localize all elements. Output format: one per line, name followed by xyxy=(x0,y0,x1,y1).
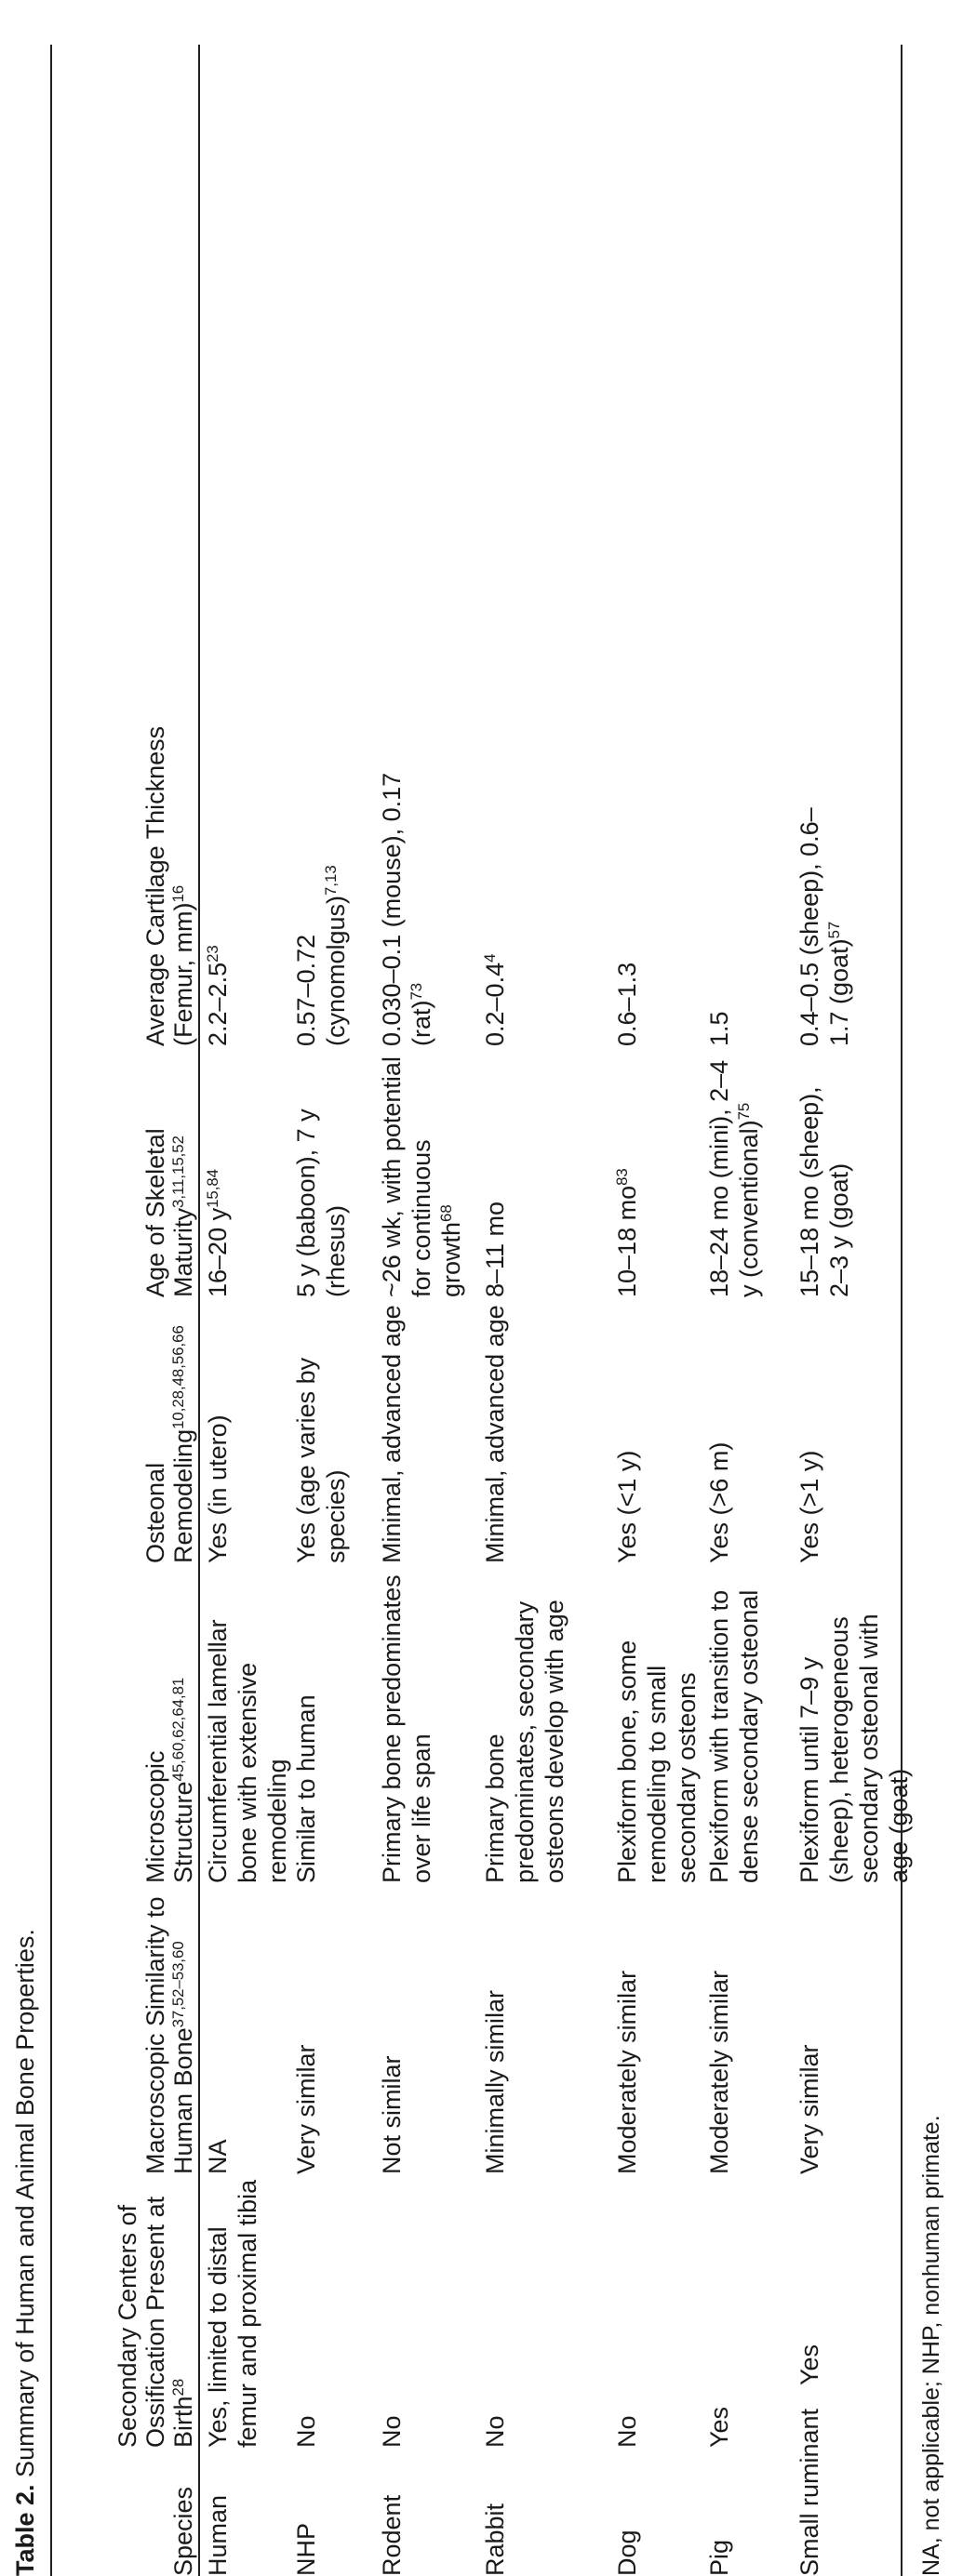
cell-remodeling: Yes (<1 y) xyxy=(613,1450,641,1563)
header-microscopic: Microscopic Structure$^{45,60,62,64,81}$ xyxy=(141,1677,197,1883)
cell-cartilage: 0.4–0.5 (sheep), 0.6–1.7 (goat)$^{57}$ xyxy=(796,807,853,1046)
cell-remodeling: Yes (>1 y) xyxy=(796,1450,823,1563)
cell-remodeling: Yes (in utero) xyxy=(204,1414,232,1563)
cell-ossification: No xyxy=(292,2415,320,2448)
cell-macroscopic: Minimally similar xyxy=(481,1989,509,2174)
cell-remodeling: Minimal, advanced age xyxy=(378,1305,406,1563)
cell-remodeling: Yes (age varies by species) xyxy=(292,1357,350,1563)
cell-macroscopic: Moderately similar xyxy=(613,1970,641,2174)
cell-species: Dog xyxy=(613,2530,641,2576)
bottom-rule xyxy=(901,45,902,2576)
cell-macroscopic: Moderately similar xyxy=(705,1970,733,2174)
header-species: Species xyxy=(169,2486,197,2576)
cell-microscopic: Plexiform with transition to dense secondary osteonal xyxy=(705,1589,763,1883)
cell-remodeling: Yes (>6 m) xyxy=(705,1441,733,1563)
table-footnote: NA, not applicable; NHP, nonhuman primate. xyxy=(918,2115,944,2576)
cell-maturity: 8–11 mo xyxy=(481,1201,509,1297)
cell-ossification: No xyxy=(613,2415,641,2448)
cell-cartilage: 0.57–0.72 (cynomolgus)$^{7,13}$ xyxy=(292,865,350,1046)
cell-species: NHP xyxy=(292,2522,320,2576)
cell-cartilage: $0.2-0.4^4$ xyxy=(480,953,509,1046)
cell-ossification: No xyxy=(378,2415,406,2448)
cell-ossification: No xyxy=(481,2415,509,2448)
header-maturity: Age of Skeletal Maturity$^{3,11,15,52}$ xyxy=(141,1128,197,1297)
cell-microscopic: Similar to human xyxy=(292,1694,320,1883)
cell-ossification: Yes xyxy=(705,2406,733,2448)
cell-cartilage: $2.2-2.5^{23}$ xyxy=(203,945,232,1046)
cell-ossification: Yes, limited to distal femur and proximal tibia xyxy=(204,2179,261,2448)
cell-maturity: 10–18 $mo^{83}$ xyxy=(612,1168,641,1297)
header-ossification: Secondary Centers of Ossification Present at Birth$^{28}$ xyxy=(114,2196,197,2448)
cell-microscopic: Circumferential lamellar bone with extensive remodeling xyxy=(204,1619,291,1883)
cell-species: Rodent xyxy=(378,2494,406,2576)
cell-microscopic: Plexiform until 7–9 y (sheep), heterogeneous secondary osteonal with age (goat) xyxy=(796,1613,913,1883)
cell-ossification: Yes xyxy=(796,2344,823,2385)
cell-maturity: 15–18 mo (sheep), 2–3 y (goat) xyxy=(796,1086,853,1297)
header-macroscopic: Macroscopic Similarity to Human Bone$^{37,52-53,60}$ xyxy=(141,1896,197,2174)
cell-maturity: 5 y (baboon), 7 y (rhesus) xyxy=(292,1109,350,1297)
cell-species: Rabbit xyxy=(481,2503,509,2576)
table-label: Table 2. xyxy=(11,2484,39,2576)
cell-species: Small ruminant xyxy=(796,2408,823,2576)
cell-macroscopic: NA xyxy=(204,2139,232,2174)
cell-macroscopic: Very similar xyxy=(796,2044,823,2174)
header-cartilage: Average Cartilage Thickness (Femur, mm)$^{16}$ xyxy=(141,725,197,1046)
table-title: Summary of Human and Animal Bone Properties. xyxy=(11,1929,39,2477)
cell-maturity: 16–20 $y^{15,84}$ xyxy=(203,1169,232,1297)
cell-species: Pig xyxy=(705,2539,733,2576)
header-remodeling: Osteonal Remodeling$^{10,28,48,56,66}$ xyxy=(141,1325,197,1563)
cell-microscopic: Plexiform bone, some remodeling to small secondary osteons xyxy=(613,1640,701,1883)
header-rule xyxy=(198,45,200,2576)
cell-species: Human xyxy=(204,2494,232,2576)
cell-microscopic: Primary bone predominates over life span xyxy=(378,1574,435,1883)
cell-remodeling: Minimal, advanced age xyxy=(481,1305,509,1563)
cell-cartilage: 1.5 xyxy=(705,1011,733,1046)
cell-maturity: ~26 wk, with potential for continuous growth$^{68}$ xyxy=(378,1056,465,1297)
cell-cartilage: 0.030–0.1 (mouse), 0.17 (rat)$^{73}$ xyxy=(378,772,435,1046)
cell-macroscopic: Not similar xyxy=(378,2055,406,2174)
cell-maturity: 18–24 mo (mini), 2–4 y (conventional)$^{75}$ xyxy=(705,1059,763,1297)
table-header xyxy=(58,0,197,2576)
cell-microscopic: Primary bone predominates, secondary osteons develop with age xyxy=(481,1600,568,1883)
table-caption xyxy=(11,1929,40,2576)
top-rule xyxy=(50,45,52,2576)
cell-macroscopic: Very similar xyxy=(292,2044,320,2174)
cell-cartilage: 0.6–1.3 xyxy=(613,962,641,1046)
